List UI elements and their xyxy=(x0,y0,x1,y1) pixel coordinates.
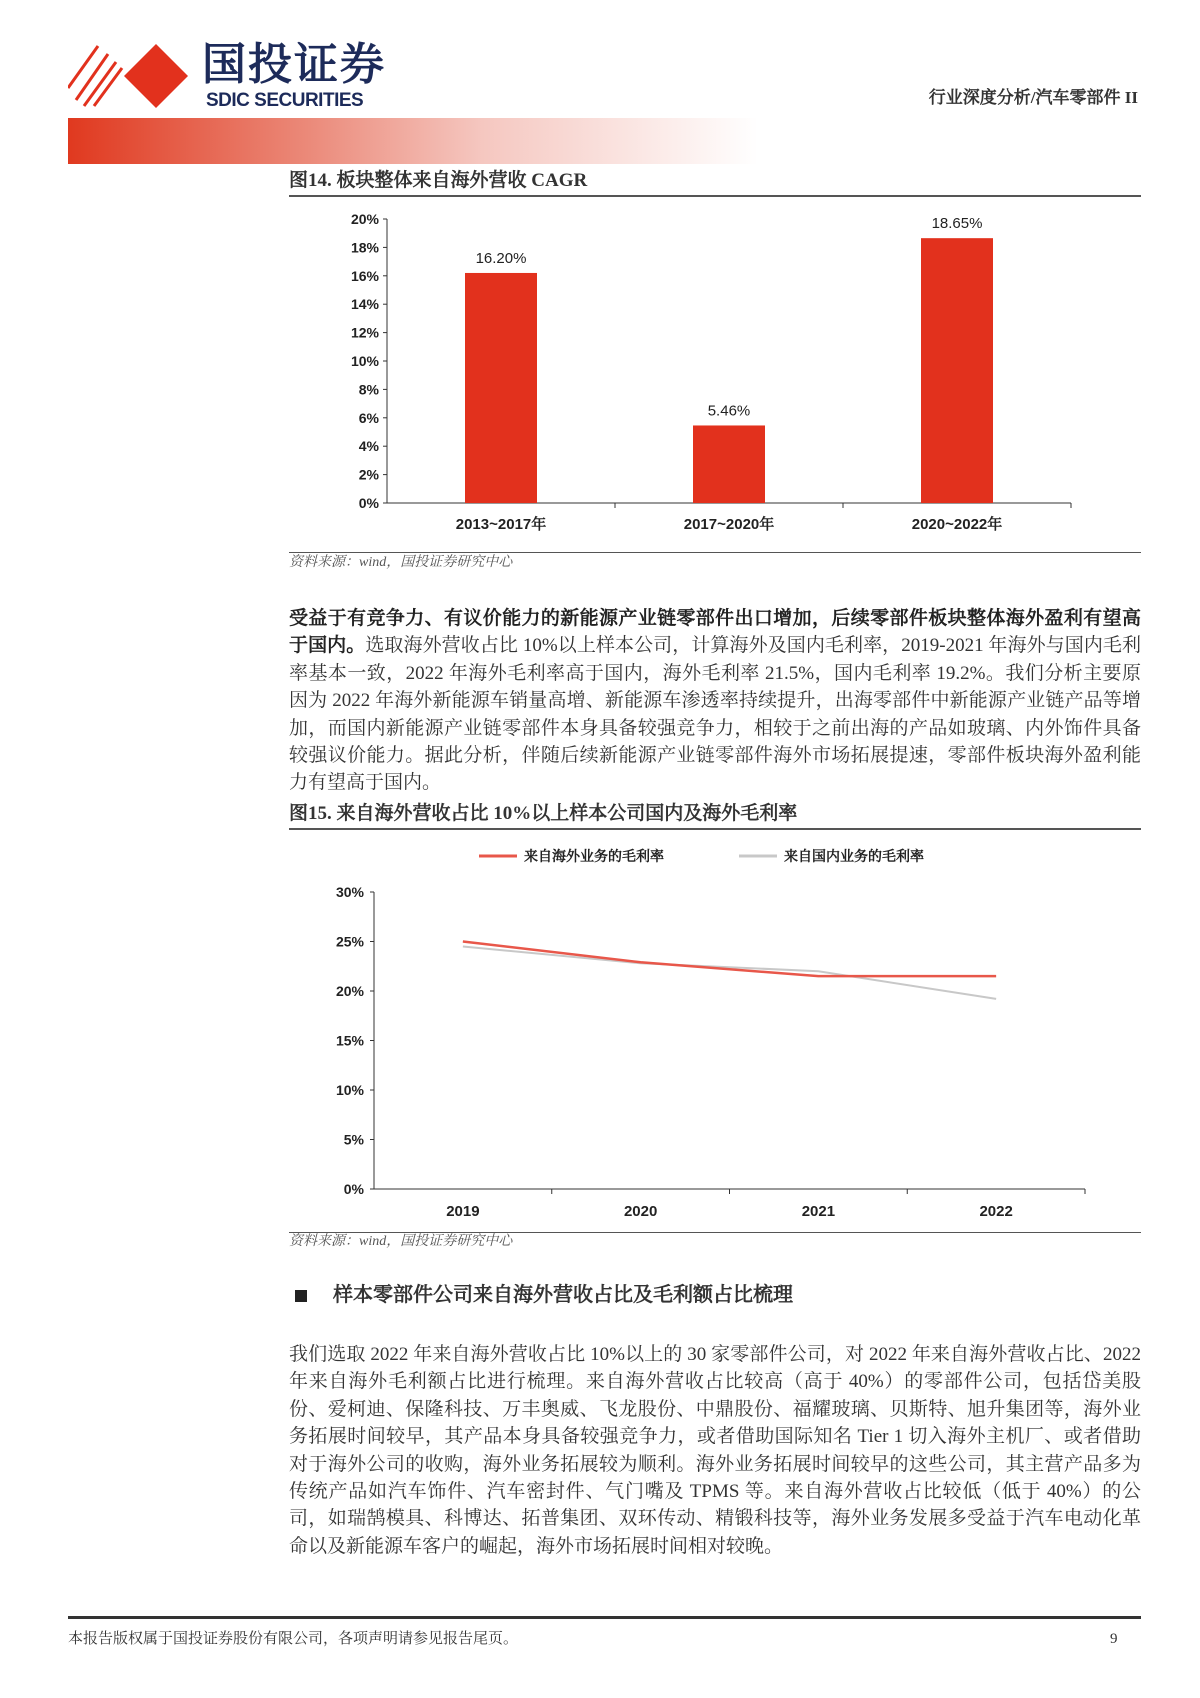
x-tick-label: 2013~2017年 xyxy=(455,516,547,533)
bar xyxy=(693,425,765,503)
report-type: 行业深度分析/汽车零部件 II xyxy=(928,88,1138,107)
paragraph-1-text: 选取海外营收占比 10%以上样本公司，计算海外及国内毛利率，2019-2021 年海外与国内毛利率基本一致，2022 年海外毛利率高于国内，海外毛利率 21.5%，国内毛利率 19.2%。我们分析主要原因为 2022 年海外新能源车销量高增、新能源车渗透率持续提升，出海零部件中新能源产业链产品等增加，而国内新能源产业链零部件本身具备较强竞争力，相较于之前出海的产品如玻璃、内外饰件具备较强议价能力。据此分析，伴随后续新能源产业链零部件海外市场拓展提速，零部件板块海外盈利能力有望高于国内。 xyxy=(289,635,1141,794)
data-label: 5.46% xyxy=(707,402,751,420)
y-tick-label: 0% xyxy=(343,1181,364,1197)
y-tick-label: 8% xyxy=(358,381,379,398)
bar xyxy=(465,273,537,503)
y-tick-label: 5% xyxy=(343,1131,364,1148)
page-number: 9 xyxy=(1110,1631,1118,1647)
y-tick-label: 20% xyxy=(350,211,379,227)
paragraph-2: 我们选取 2022 年来自海外营收占比 10%以上的 30 家零部件公司，对 2022 年来自海外营收占比、2022 年来自海外毛利额占比进行梳理。来自海外营收占比较高（高于 40%）的零部件公司，包括岱美股份、爱柯迪、保隆科技、万丰奥威、飞龙股份、中鼎股份、福耀玻璃、贝斯特、旭升集团等，海外业务拓展时间较早，其产品本身具备较强竞争力，或者借助国际知名 Tier 1 切入海外主机厂、或者借助对于海外公司的收购，海外业务拓展较为顺利。海外业务拓展时间较早的这些公司，其主营产品多为传统产品如汽车饰件、汽车密封件、气门嘴及 TPMS 等。来自海外营收占比较低（低于 40%）的公司，如瑞鹄模具、科博达、拓普集团、双环传动、精锻科技等，海外业务发展多受益于汽车电动化革命以及新能源车客户的崛起，海外市场拓展时间相对较晚。 xyxy=(289,1344,1141,1557)
y-tick-label: 0% xyxy=(358,495,379,511)
figure15-title: 图15. 来自海外营收占比 10%以上样本公司国内及海外毛利率 xyxy=(289,803,798,824)
series-line xyxy=(463,942,996,977)
bar-chart xyxy=(289,196,1141,552)
legend-label: 来自海外业务的毛利率 xyxy=(524,848,664,864)
data-label: 16.20% xyxy=(475,249,527,267)
divider xyxy=(289,552,1141,553)
paragraph-1 xyxy=(289,605,1141,797)
x-tick-label: 2022 xyxy=(979,1203,1013,1220)
legend-label: 来自国内业务的毛利率 xyxy=(784,848,924,864)
y-tick-label: 14% xyxy=(350,296,379,313)
header-banner xyxy=(68,118,758,164)
y-tick-label: 30% xyxy=(335,884,364,900)
logo-mark xyxy=(68,44,188,108)
x-tick-label: 2020~2022年 xyxy=(911,516,1003,533)
y-tick-label: 4% xyxy=(358,438,379,455)
logo-text-en: SDIC SECURITIES xyxy=(206,90,364,111)
footer-disclaimer: 本报告版权属于国投证券股份有限公司，各项声明请参见报告尾页。 xyxy=(68,1631,519,1647)
x-tick-label: 2020 xyxy=(623,1203,658,1220)
figure14-title: 图14. 板块整体来自海外营收 CAGR xyxy=(289,170,588,191)
y-tick-label: 10% xyxy=(335,1082,364,1098)
x-tick-label: 2021 xyxy=(801,1203,836,1220)
footer-divider xyxy=(68,1616,1141,1619)
series-line xyxy=(463,946,996,998)
bar xyxy=(921,238,993,503)
y-tick-label: 18% xyxy=(350,239,379,256)
y-tick-label: 25% xyxy=(335,933,364,950)
bullet-icon xyxy=(295,1290,307,1302)
paragraph-1-lead: 受益于有竞争力、有议价能力的新能源产业链零部件出口增加，后续零部件板块整体海外盈利有望高于国内。 xyxy=(289,608,1141,657)
line-chart xyxy=(289,830,1141,1232)
x-tick-label: 2017~2020年 xyxy=(683,516,775,533)
y-tick-label: 6% xyxy=(358,409,379,426)
y-tick-label: 2% xyxy=(358,466,379,483)
y-tick-label: 20% xyxy=(335,983,364,999)
logo-text-cn: 国投证券 xyxy=(202,40,386,89)
figure14-source: 资料来源：wind，国投证券研究中心 xyxy=(289,555,513,570)
y-tick-label: 10% xyxy=(350,353,379,369)
y-tick-label: 15% xyxy=(335,1032,364,1049)
figure15-source: 资料来源：wind，国投证券研究中心 xyxy=(289,1234,513,1249)
section-heading-text: 样本零部件公司来自海外营收占比及毛利额占比梳理 xyxy=(333,1284,793,1306)
section-heading xyxy=(295,1283,793,1307)
y-tick-label: 16% xyxy=(350,267,379,284)
y-tick-label: 12% xyxy=(350,324,379,341)
data-label: 18.65% xyxy=(931,215,983,233)
x-tick-label: 2019 xyxy=(446,1203,480,1220)
